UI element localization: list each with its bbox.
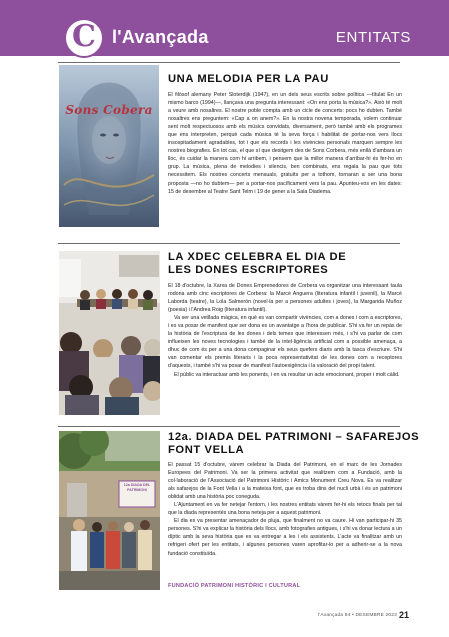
article-1-title <box>168 73 329 86</box>
article-divider <box>58 62 400 63</box>
magazine-name: l'Avançada <box>112 27 209 47</box>
section-name: ENTITATS <box>335 29 411 46</box>
article-1-title-line: UNA MELODIA PER LA PAU <box>168 73 329 85</box>
page-header <box>0 0 449 56</box>
article-2-photo <box>59 251 160 415</box>
article-divider <box>58 243 400 244</box>
article-3-paragraph: El passat 15 d'octubre, vàrem celebrar la Diada del Patrimoni, en el marc de les Jornades Europees del Patrimoni. Va ser la primera activitat que realitzem com a Fundació, amb la col·laboració de l'Associació del Patrimoni Històric i Amics Monument Creu Nova. Es va realitzar als safarejos de la Font Vella i a la mateixa font, que es troba dins del nucli urbà i és un patrimoni oblidat amb una història poc coneguda. <box>168 462 402 501</box>
logo-letter: C <box>72 19 96 54</box>
article-3-title-line: FONT VELLA <box>168 444 245 456</box>
article-1-image-caption: Sons Cobera <box>65 103 153 117</box>
article-3-paragraph: El dia es va presentar amenaçador de pluja, que finalment no va caure. Hi van participar-hi 35 persones. S'hi va explicar la història dels llocs, amb fotografies antigues, i s'hi va donar lectura a un díptic amb la seva història que es va entregar a les i els assistents. L'acte va finalitzar amb un refrigeri ofert per les entitats, i algunes persones varen aprofitar-lo per a adherir-se a la nova fundació constituïda. <box>168 518 402 557</box>
article-3-title <box>168 431 419 457</box>
article-2-title-line: LA XDEC CELEBRA EL DIA DE <box>168 251 347 263</box>
article-2-paragraph: El 18 d'octubre, la Xarxa de Dones Emprenedores de Corbera va organitzar una interessant taula rodona amb cinc escriptores de Corbera: la Marcè Anguera (literatura infantil i juvenil), la Marcè Laborda (teatre), la Lola Salmerón (novel·la per a persones adultes i joves), la Margarida Muñoz (poesia) i l'Andrea Roig (literatura infantil). <box>168 283 402 314</box>
article-2-paragraph: Va ser una vetllada màgica, en què es van compartir vivències, com a dones i com a escriptores, i es va posar de manifest que ser dona es un avantatge a l'hora de publicar. S'hi va fer un repàs de la història de l'escriptura de les dones i dels temes que interessen més, i s'hi va parlar de com influeixen les noves tecnologies i també de la intel·ligència artificial com a possible amenaça, a dhuc de com és per a una dona compaginar els seus quefers diaris amb la tasca d'escriure. S'hi van comentar els premis literaris i la poca representativitat de les dones com a receptores d'aquests, i també s'hi va posar de manifest l'autoexigència i la valoració del propi talent. <box>168 315 402 370</box>
article-1-paragraph: El filòsof alemany Peter Sloterdijk (1947), en un dels seus escrits sobre política —títulat En un mismo barco (1994)—, llançava una pregunta interessant: «On ens porta la música?». Això té molt a veure amb nosaltres. El nostre poble compta amb un cicle de concerts: pocs ho dubten. També nosaltres ens preguntem: «Cap a on anem?». En la nostra novena temporada, volem continuar sent molt respectuosos amb els músics convidats, diversament, però també amb els programes que ens interpreten, perquè cada música té la seva força i habilitat de portar-nos vers llocs insospitadament agradables, tot i que els records i les vivències personals marquen sempre les nostres biografies. En tot cas, el que sí que desitgem des de Sons Corbera, més enllà d'ambara un lloc, és cuidar la manera com hi arribem, i pensem que la millor manera d'arribar-hi és fer-ho en grup. La música, plena de melodies i silencis, ben combinats, ens regala la pau que tots necessitem. Els nostres concerts mensuals, gratuïts per a tothom, tornaran a ser una bona proposta —no ho dubtem— per a portar-nos pacíficament vers la pau. Apunteu-vos en les dates: 15 de desembre al Teatre Sant Telm i 19 de gener a la Sala Diadema. <box>168 92 402 195</box>
article-1-body <box>168 91 402 196</box>
magazine-logo <box>64 18 104 58</box>
article-3-paragraph: L'Ajuntament en va fer netejar l'entorn, i les nostres entitats vàrem fer-hi els retocs finals per tal que la diada representés una bona neteja per a aquest patrimoni. <box>168 502 402 517</box>
article-1-photo <box>59 65 159 227</box>
article-2-title <box>168 251 346 277</box>
article-3-title-line: 12a. DIADA DEL PATRIMONI – SAFAREJOS <box>168 431 420 443</box>
article-2-title-line: LES DONES ESCRIPTORES <box>168 264 329 276</box>
page-number: 21 <box>398 610 409 620</box>
article-2-paragraph: El públic va interactuar amb les ponents, i en va resultar un acte emocionant, proper i molt càlid. <box>174 371 400 378</box>
article-3-photo <box>59 431 160 590</box>
article-2-body <box>168 282 402 379</box>
article-3-image-caption: 12a DIADA DEL PATRIMONI <box>123 483 151 492</box>
article-divider <box>58 426 400 427</box>
footer-issue: l'Avançada 94 • DESEMBRE 2023 <box>318 613 397 618</box>
article-3-body <box>168 461 402 558</box>
article-3-signature: FUNDACIÓ PATRIMONI HISTÒRIC I CULTURAL <box>168 583 301 589</box>
